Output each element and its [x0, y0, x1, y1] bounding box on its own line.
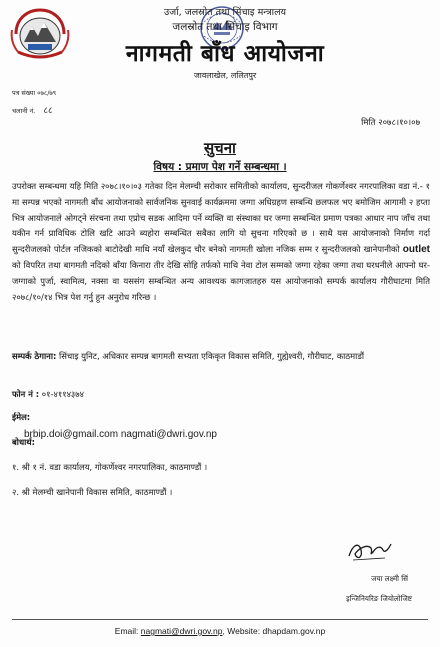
email-row [12, 412, 217, 440]
body-outlet-word: outlet [402, 244, 430, 256]
email-addresses[interactable]: brbip.doi@gmail.com nagmati@dwri.gov.np [24, 429, 217, 440]
phone-label: फोन नं : [12, 389, 40, 399]
signatory-title: इन्जिनियरिङ जियोलोजिष्ट [346, 594, 412, 603]
contact-address [12, 349, 430, 365]
footer-email-link[interactable]: nagmati@dwri.gov.np [140, 626, 223, 636]
ref-label: पत्र संख्या [12, 89, 35, 97]
body-part-2: को विपरित तथा बागमती नदिको बाँया किनारा तीर देखि सोहि तर्फको माथि नेवा टोल सम्मको जग्गा रहेका जग्गा तथा घरधनीले आफ्नो घर-जग्गाको पुर्जा, स्वामित्व, नक्सा वा यससंग सम्बन्धित अन्य आवश्यक कागजातहरु यस आयोजनाको सम्पर्क कार्यालय गौरीघाटमा मिति २०७८/१०/१४ भित्र पेश गर्नु हुन अनुरोध गरिन्छ । [12, 259, 430, 302]
footer-divider [12, 619, 428, 620]
office-address: जावलाखेल, ललितपुर [193, 71, 257, 80]
notice-body [12, 179, 430, 305]
department-name: जलस्रोत तथा सिंचाइ विभाग [172, 21, 278, 33]
project-title: नागमती बाँध आयोजना [125, 41, 325, 67]
contact-value: सिंचाइ युनिट, अधिकार सम्पन्न बागमती सभ्यता एकिकृत विकास समिति, गुह्येश्वरी, गौरीघाट, काठमाडौं [59, 351, 364, 361]
dispatch-value: ८८ [43, 106, 53, 116]
footer-email-label: Email: [114, 626, 141, 636]
phone-row [12, 389, 84, 400]
subject-line: विषय : प्रमाण पेश गर्ने सम्बन्धमा । [153, 161, 287, 173]
ministry-name: उर्जा, जलस्रोत तथा सिंचाइ मन्त्रालय [163, 7, 287, 18]
body-part-1: उपरोक्त सम्बन्धमा यहि मिति २०७८।१०।०३ गतेका दिन मेलम्ची सरोकार समितीको कार्यालय, सुन्दरीजल गोकर्णेश्वर नगरपालिका वडा नं.- १ मा सम्पन्न भएको नागमती बाँध आयोजनाको सार्वजनिक सुनवाई कार्यक्रममा जग्गा अधिग्रहण सम्बन्धि छलफल भए बमोजिम आगामी २ हप्ता भित्र आयोजनाले ओगट्ने संरचना तथा एप्रोच सडक आदिमा पर्ने व्यक्ति वा संस्थाका घर जग्गा सम्बन्धित प्रमाण पत्रका आधार नाप जाँच तथा यकीन गर्न प्राविधिक टोलि खटि आउने ब्यहोरा सम्बन्धित सबैका लागि यो सुचना गरिएको छ । साथै यस आयोजनाको निर्माण गर्दा सुन्दरीजलको पोर्टल नजिकको बाटोदेखी माथि नयाँ खेलकुद चौर बनेको नागमती खोला नजिक सम्म र सुन्दरीजलको खानेपानीको [12, 181, 430, 255]
handwritten-signature [345, 538, 393, 564]
contact-label: सम्पर्क ठेगाना: [12, 351, 57, 361]
footer [0, 626, 440, 636]
signatory-name: जया लक्ष्मी सिं [371, 574, 408, 583]
email-label: ईमेल: [12, 412, 31, 422]
reference-number [12, 88, 56, 97]
ref-value: ०७८/७९ [37, 89, 57, 97]
letter-date: मिति २०७८।१०।०७ [361, 118, 420, 128]
cc-item: २. श्री मेलम्ची खानेपानी विकास समिति, काठमाण्डौं । [12, 487, 173, 497]
dispatch-number [12, 103, 53, 116]
footer-website-link[interactable]: dhapdam.gov.np [262, 626, 326, 636]
phone-value: ०१-४११४३७४ [41, 389, 84, 399]
cc-label: बोधार्थ: [12, 437, 35, 447]
footer-website-label: , Website: [222, 626, 263, 636]
notice-heading: सुचना [204, 139, 236, 157]
cc-item: १. श्री १ नं. वडा कार्यालय, गोकर्णेश्वर नगरपालिका, काठमाण्डौं । [12, 462, 208, 472]
dispatch-label: चलानी नं. [12, 107, 36, 115]
